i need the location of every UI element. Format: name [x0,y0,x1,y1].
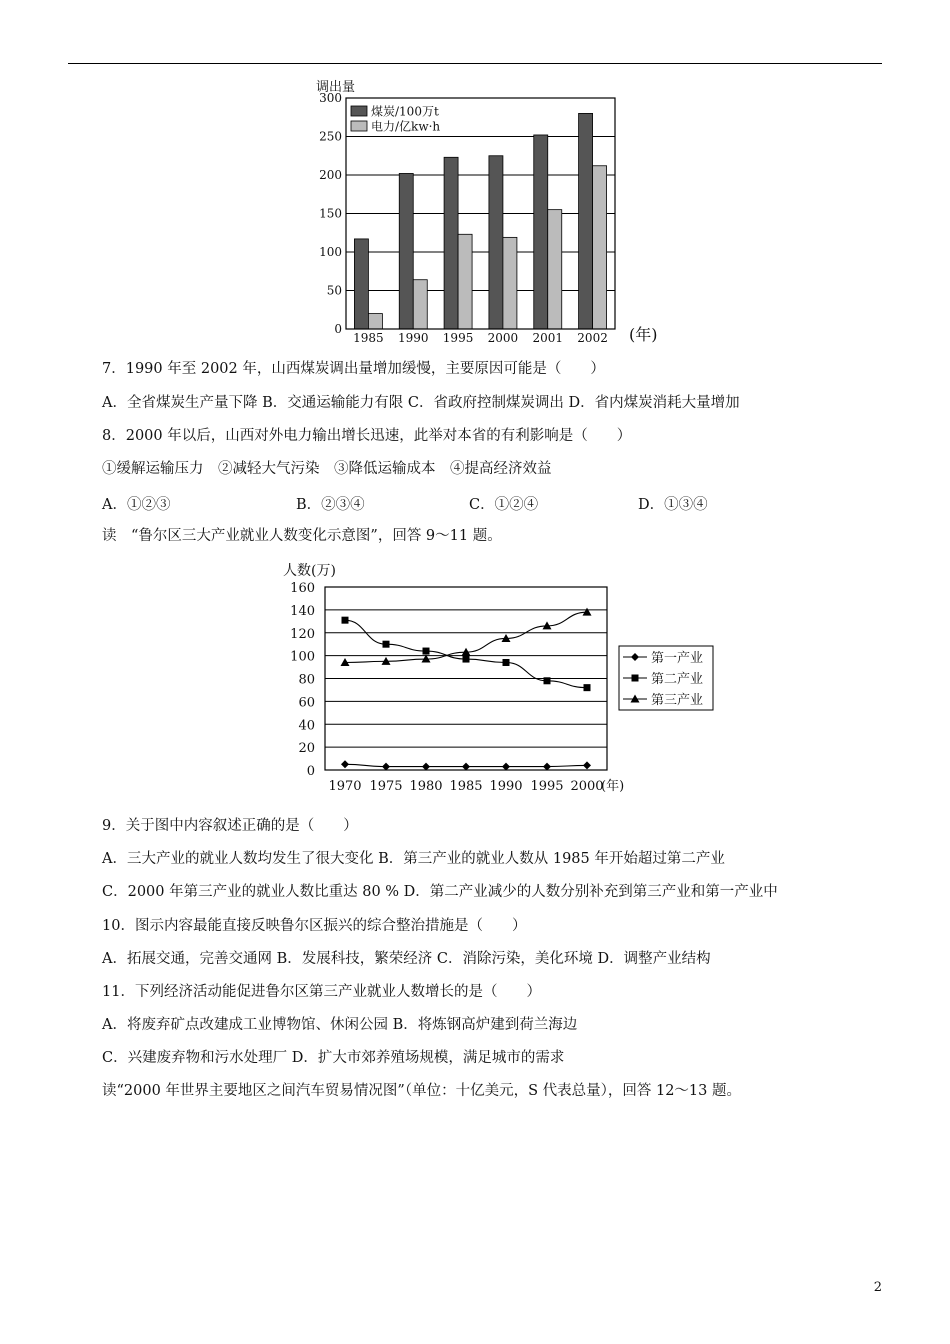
y-tick-label: 160 [290,581,315,596]
y-tick-label: 60 [298,695,315,711]
y-tick-label: 0 [334,322,342,336]
bar-coal-1990 [399,173,413,329]
x-tick-label: 1990 [489,779,523,794]
question-8-option-d: D．①③④ [638,497,708,513]
bar-electricity-1995 [458,234,472,329]
question-11: 11．下列经济活动能促进鲁尔区第三产业就业人数增长的是（ ） [102,984,541,1000]
y-tick-label: 100 [290,649,315,665]
y-tick-label: 300 [319,91,342,105]
x-tick-label: 1985 [353,331,384,345]
legend-swatch-electricity [351,121,367,131]
question-10: 10．图示内容最能直接反映鲁尔区振兴的综合整治措施是（ ） [102,918,527,934]
point-primary-1985 [462,763,470,771]
x-tick-label: 2000 [487,331,519,345]
y-tick-label: 250 [319,129,342,144]
intro-9-11: 读 “鲁尔区三大产业就业人数变化示意图”，回答 9～11 题。 [102,528,502,544]
x-tick-label: 1990 [397,331,429,345]
legend-marker-secondary [632,675,639,682]
bar-coal-2001 [534,135,548,329]
point-secondary-1990 [503,659,510,666]
question-9-options-ab: A．三大产业的就业人数均发生了很大变化 B．第三产业的就业人数从 1985 年开始超过第二产业 [102,851,725,867]
bar-coal-1985 [354,239,368,329]
y-tick-label: 80 [298,672,315,688]
x-tick-label: 1975 [369,779,403,794]
question-8-option-a: A．①②③ [102,497,171,513]
legend-label-electricity: 电力/亿kw·h [371,119,441,134]
bar-coal-2000 [489,156,503,329]
point-primary-1975 [382,763,390,771]
x-tick-label: 2002 [577,331,608,345]
question-10-options: A．拓展交通，完善交通网 B．发展科技，繁荣经济 C．消除污染，美化环境 D．调整产业结构 [102,951,711,967]
question-11-options-cd: C．兴建废弃物和污水处理厂 D．扩大市郊养殖场规模，满足城市的需求 [102,1050,565,1066]
point-primary-1970 [341,760,349,768]
header-rule [68,63,882,64]
coal-electricity-bar-chart [300,74,680,354]
question-7: 7．1990 年至 2002 年，山西煤炭调出量增加缓慢，主要原因可能是（ ） [102,361,605,377]
bar-electricity-2001 [548,210,562,329]
x-tick-label: 1995 [442,331,474,345]
y-tick-label: 0 [306,764,315,779]
legend-label-secondary: 第二产业 [651,672,704,687]
question-8-option-c: C．①②④ [469,497,539,513]
x-tick-label: 2000 [570,779,604,794]
y-tick-label: 200 [319,168,342,182]
point-primary-1995 [543,763,551,771]
bar-electricity-2000 [503,237,517,329]
point-tertiary-2000 [583,608,592,616]
point-primary-1990 [502,763,510,771]
page-number: 2 [873,1280,882,1295]
y-tick-label: 150 [319,206,342,221]
bar-electricity-2002 [593,166,607,329]
bar-coal-1995 [444,157,458,329]
point-secondary-1970 [342,617,349,624]
point-primary-2000 [583,761,591,769]
point-secondary-1995 [544,677,551,684]
question-8-items: ①缓解运输压力 ②减轻大气污染 ③降低运输成本 ④提高经济效益 [102,461,552,477]
point-secondary-1985 [463,656,470,663]
y-tick-label: 40 [298,718,315,734]
legend-swatch-coal [351,106,367,116]
legend-label-tertiary: 第三产业 [651,693,704,708]
legend-label-primary: 第一产业 [651,651,704,666]
question-9-options-cd: C．2000 年第三产业的就业人数比重达 80 % D．第二产业减少的人数分别补充到第三产业和第一产业中 [102,884,778,900]
x-tick-label: 1970 [328,779,362,794]
y-tick-label: 20 [298,741,315,757]
question-7-options: A．全省煤炭生产量下降 B．交通运输能力有限 C．省政府控制煤炭调出 D．省内煤炭消耗大量增加 [102,395,740,411]
intro-12-13: 读“2000 年世界主要地区之间汽车贸易情况图”（单位：十亿美元，S 代表总量），回答 12～13 题。 [102,1083,741,1099]
ruhr-employment-line-chart [270,554,730,800]
y-tick-label: 100 [319,245,342,259]
x-tick-label: 1980 [409,779,443,794]
legend [351,104,440,134]
point-primary-1980 [422,763,430,771]
question-8-option-b: B．②③④ [296,497,365,513]
y-tick-label: 120 [290,626,315,642]
y-axis-label: 人数(万) [283,563,336,579]
question-9: 9．关于图中内容叙述正确的是（ ） [102,818,358,834]
x-tick-label: 2001 [532,331,564,345]
legend-label-coal: 煤炭/100万t [371,104,439,119]
y-axis-label: 调出量 [316,80,356,95]
y-tick-label: 50 [326,283,342,298]
legend [619,646,713,710]
question-8: 8．2000 年以后，山西对外电力输出增长迅速，此举对本省的有利影响是（ ） [102,428,632,444]
point-secondary-1980 [423,648,430,655]
y-tick-label: 140 [290,603,315,619]
point-secondary-2000 [584,684,591,691]
x-tick-label: 1985 [449,779,483,794]
x-axis-unit: (年) [601,779,625,794]
question-11-options-ab: A．将废弃矿点改建成工业博物馆、休闲公园 B．将炼钢高炉建到荷兰海边 [102,1017,578,1033]
bar-electricity-1990 [413,280,427,329]
x-tick-label: 1995 [530,779,564,794]
x-axis-unit: (年) [629,325,658,344]
bar-electricity-1985 [368,314,382,329]
bar-coal-2002 [579,113,593,329]
point-secondary-1975 [383,641,390,648]
